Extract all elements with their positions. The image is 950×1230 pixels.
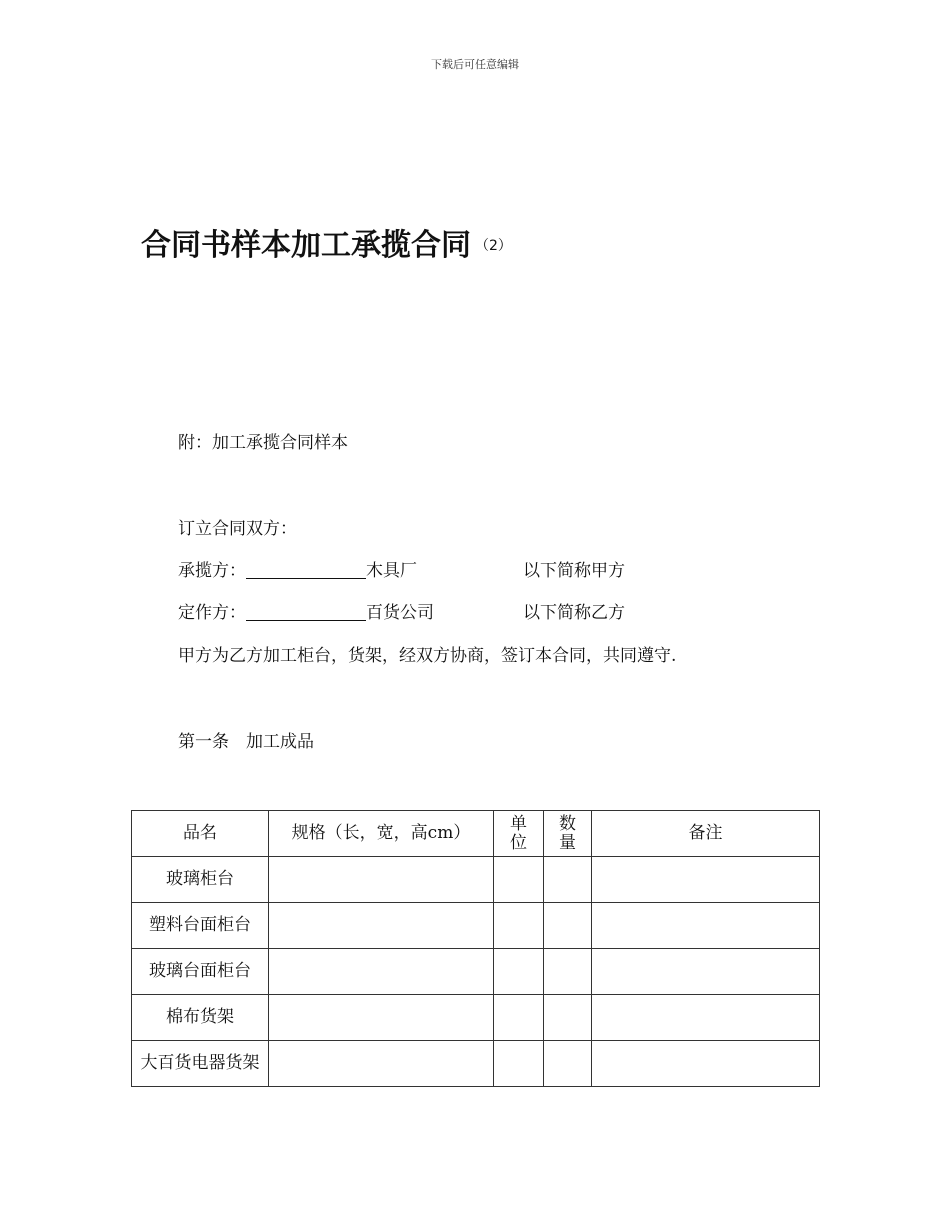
table-row bbox=[132, 995, 820, 1041]
cell-quantity bbox=[544, 857, 592, 903]
contractor-line bbox=[178, 556, 778, 581]
cell-unit bbox=[494, 949, 544, 995]
cell-product-name: 棉布货架 bbox=[132, 995, 269, 1041]
cell-remarks bbox=[592, 903, 820, 949]
article-1-heading: 第一条 加工成品 bbox=[178, 732, 314, 752]
orderer-blank bbox=[246, 602, 366, 621]
cell-unit bbox=[494, 903, 544, 949]
cell-quantity bbox=[544, 995, 592, 1041]
cell-remarks bbox=[592, 995, 820, 1041]
header-quantity: 数量 bbox=[544, 811, 592, 857]
cell-quantity bbox=[544, 1041, 592, 1087]
parties-heading: 订立合同双方： bbox=[178, 519, 297, 539]
cell-product-name: 大百货电器货架 bbox=[132, 1041, 269, 1087]
title-suffix: （2） bbox=[475, 238, 512, 254]
orderer-line bbox=[178, 598, 778, 623]
goods-table bbox=[131, 810, 820, 1087]
contractor-abbr: 以下简称甲方 bbox=[523, 561, 625, 581]
cell-remarks bbox=[592, 949, 820, 995]
appendix-line: 附：加工承揽合同样本 bbox=[178, 433, 348, 453]
cell-product-name: 塑料台面柜台 bbox=[132, 903, 269, 949]
table-row bbox=[132, 903, 820, 949]
orderer-label: 定作方： bbox=[178, 603, 246, 623]
cell-spec bbox=[269, 1041, 494, 1087]
cell-unit bbox=[494, 1041, 544, 1087]
cell-quantity bbox=[544, 949, 592, 995]
orderer-abbr: 以下简称乙方 bbox=[523, 603, 625, 623]
contractor-label: 承揽方： bbox=[178, 561, 246, 581]
header-spec: 规格（长，宽，高cm） bbox=[269, 811, 494, 857]
cell-spec bbox=[269, 995, 494, 1041]
cell-spec bbox=[269, 949, 494, 995]
table-row bbox=[132, 857, 820, 903]
document-title bbox=[141, 220, 512, 264]
cell-product-name: 玻璃台面柜台 bbox=[132, 949, 269, 995]
contractor-name: 木具厂 bbox=[366, 561, 417, 581]
table-header-row bbox=[132, 811, 820, 857]
cell-product-name: 玻璃柜台 bbox=[132, 857, 269, 903]
cell-spec bbox=[269, 903, 494, 949]
orderer-name: 百货公司 bbox=[366, 603, 434, 623]
cell-unit bbox=[494, 995, 544, 1041]
header-product-name: 品名 bbox=[132, 811, 269, 857]
contractor-blank bbox=[246, 560, 366, 579]
cell-quantity bbox=[544, 903, 592, 949]
cell-remarks bbox=[592, 857, 820, 903]
cell-remarks bbox=[592, 1041, 820, 1087]
header-unit: 单位 bbox=[494, 811, 544, 857]
header-remarks: 备注 bbox=[592, 811, 820, 857]
cell-spec bbox=[269, 857, 494, 903]
intro-paragraph: 甲方为乙方加工柜台，货架，经双方协商，签订本合同，共同遵守. bbox=[178, 646, 677, 666]
title-main: 合同书样本加工承揽合同 bbox=[141, 228, 471, 263]
header-note: 下载后可任意编辑 bbox=[431, 58, 519, 71]
table-row bbox=[132, 1041, 820, 1087]
cell-unit bbox=[494, 857, 544, 903]
table-row bbox=[132, 949, 820, 995]
